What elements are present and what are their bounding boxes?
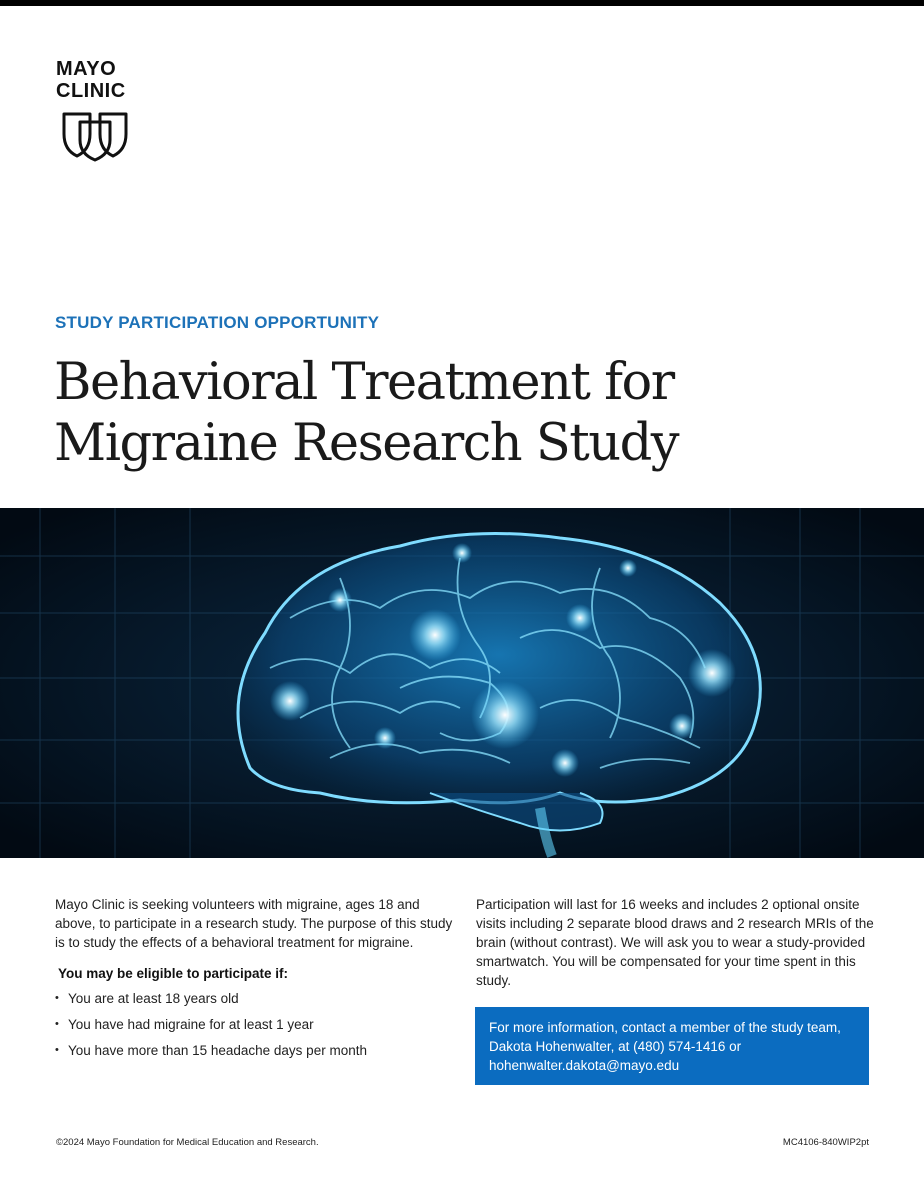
contact-box xyxy=(475,1007,869,1085)
eligibility-heading: You may be eligible to participate if: xyxy=(58,966,289,981)
mayo-shields-icon xyxy=(62,110,128,162)
left-column xyxy=(55,895,455,1067)
document-code: MC4106-840WIP2pt xyxy=(782,1137,869,1148)
details-paragraph: Participation will last for 16 weeks and includes 2 optional onsite visits including 2 separate blood draws and 2 research MRIs of the brain (without contrast). We will ask you to wear a study-provided smartwatch. You will be compensated for your time spent in this study. xyxy=(476,897,874,988)
mayo-clinic-logo xyxy=(56,58,136,162)
list-item: • You have more than 15 headache days per month xyxy=(55,1041,455,1060)
page-title xyxy=(54,352,874,474)
right-column xyxy=(476,895,876,990)
contact-line-2[interactable]: Dakota Hohenwalter, at (480) 574-1416 or xyxy=(489,1039,742,1054)
glowing-brain-image xyxy=(0,508,924,858)
list-item: • You have had migraine for at least 1 year xyxy=(55,1015,455,1034)
study-eyebrow: STUDY PARTICIPATION OPPORTUNITY xyxy=(55,313,380,332)
logo-word-clinic: CLINIC xyxy=(56,80,126,102)
contact-line-1: For more information, contact a member of the study team, xyxy=(489,1020,841,1035)
logo-word-mayo: MAYO xyxy=(56,58,117,80)
title-line-2: Migraine Research Study xyxy=(54,414,679,473)
top-border xyxy=(0,0,924,6)
list-item: • You are at least 18 years old xyxy=(55,989,455,1008)
intro-paragraph: Mayo Clinic is seeking volunteers with migraine, ages 18 and above, to participate in a research study. The purpose of this study is to study the effects of a behavioral treatment for migraine. xyxy=(55,897,453,950)
contact-email-link[interactable]: hohenwalter.dakota@mayo.edu xyxy=(489,1058,680,1073)
copyright-text: ©2024 Mayo Foundation for Medical Education and Research. xyxy=(56,1137,319,1148)
title-line-1: Behavioral Treatment for xyxy=(54,353,674,412)
eligibility-list xyxy=(55,989,455,1060)
